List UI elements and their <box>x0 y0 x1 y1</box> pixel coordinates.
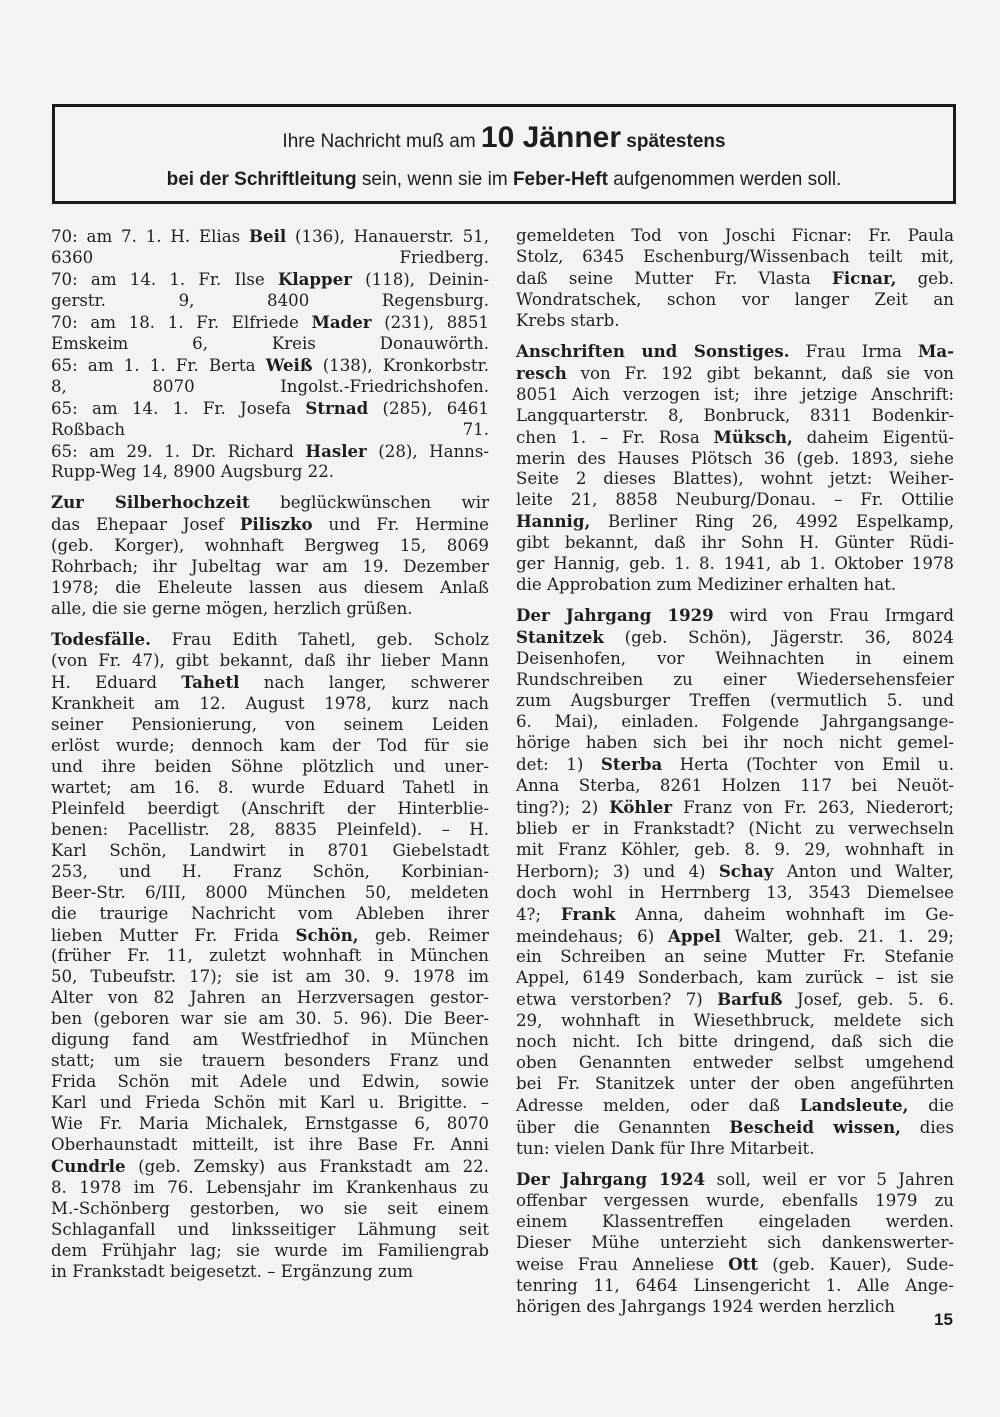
bold-name: Appel <box>668 925 721 946</box>
text-line <box>51 1178 489 1199</box>
text-line <box>516 776 954 797</box>
bold-name: Ficnar, <box>832 267 897 288</box>
text-segment: statt; um sie trauern besonders Franz und <box>51 1051 489 1071</box>
notice-line-2 <box>55 169 953 191</box>
text-line <box>51 377 489 398</box>
text-segment: 65: am 29. 1. Dr. Richard <box>51 441 306 461</box>
text-segment: gemeldeten Tod von Joschi Ficnar: Fr. Paula <box>516 226 954 245</box>
text-segment: tun: vielen Dank für Ihre Mitarbeit. <box>516 1139 815 1159</box>
text-line <box>516 691 954 712</box>
text-segment: 1978; die Eheleute lassen aus diesem Anlaß <box>51 578 489 598</box>
notice-deadline-date: 10 Jänner <box>480 121 622 154</box>
text-segment: Pleinfeld beerdigt (Anschrift der Hinterblie- <box>51 798 489 818</box>
text-segment: (geb. Kauer), Sude- <box>758 1254 954 1274</box>
left-column <box>51 226 489 1283</box>
text-line <box>516 533 954 554</box>
text-line <box>516 449 954 470</box>
text-line <box>516 989 954 1011</box>
text-segment: Langquarterstr. 8, Bonbruck, 8311 Bodenkir- <box>516 405 954 425</box>
text-line <box>51 988 489 1009</box>
bold-name: Tahetl <box>181 672 240 693</box>
text-segment: (28), Hanns- <box>366 441 489 461</box>
bold-name: Hannig, <box>516 511 591 532</box>
text-segment: das Ehepaar Josef <box>51 515 240 535</box>
text-line <box>51 841 489 862</box>
text-segment: doch wohl in Herrnberg 13, 3543 Diemelsee <box>516 882 954 902</box>
text-line <box>51 736 489 757</box>
text-line <box>516 797 954 819</box>
bold-name: Hasler <box>305 440 367 461</box>
text-line <box>51 441 489 463</box>
bold-name: Zur Silberhochzeit <box>51 492 250 513</box>
text-segment: soll, weil er vor 5 Jahren <box>705 1169 954 1189</box>
text-line <box>516 406 954 427</box>
text-line <box>51 715 489 736</box>
text-segment: H. Eduard <box>51 673 182 693</box>
text-segment: ting?); 2) <box>516 797 610 817</box>
text-line <box>516 861 954 883</box>
text-segment: 4?; <box>516 904 561 924</box>
text-line <box>516 926 954 948</box>
text-segment: (285), 6461 <box>368 398 489 418</box>
text-line <box>51 799 489 820</box>
text-segment: gerstr. 9, 8400 Regensburg. <box>51 290 489 310</box>
text-segment: Emskeim 6, Kreis Donauwörth. <box>51 333 489 353</box>
text-segment: (geb. Zemsky) aus Frankstadt am 22. <box>125 1156 489 1176</box>
text-line <box>516 311 954 332</box>
text-segment: ein Schreiben an seine Mutter Fr. Stefanie <box>516 947 954 967</box>
bold-name: resch <box>516 362 567 383</box>
right-column <box>516 226 954 1318</box>
text-segment: 253, und H. Franz Schön, Korbinian- <box>51 861 489 881</box>
text-segment: meindehaus; 6) <box>516 926 669 946</box>
text-line <box>51 578 489 599</box>
text-line <box>51 1220 489 1241</box>
text-line <box>516 1276 954 1297</box>
text-line <box>516 226 954 247</box>
text-line <box>51 355 489 377</box>
text-line <box>51 226 489 248</box>
text-line <box>516 605 954 627</box>
notice-text: Ihre Nachricht muß am <box>282 131 481 152</box>
notice-text: Feber-Heft <box>512 169 608 190</box>
text-segment: wartet; am 16. 8. wurde Eduard Tahetl in <box>51 777 489 797</box>
text-line <box>516 754 954 776</box>
text-line <box>516 712 954 733</box>
text-line <box>51 420 489 441</box>
text-segment: (von Fr. 47), gibt bekannt, daß ihr lieber Mann <box>51 651 489 671</box>
text-line <box>516 904 954 926</box>
text-line <box>51 967 489 988</box>
text-segment: 8051 Aich verzogen ist; ihre jetzige Anschrift: <box>516 384 954 404</box>
text-segment: in Frankstadt beigesetzt. – Ergänzung zum <box>51 1261 414 1281</box>
text-line <box>51 1072 489 1093</box>
text-line <box>51 883 489 904</box>
text-segment: ger Hannig, geb. 1. 8. 1941, ab 1. Oktober 1978 <box>516 554 954 574</box>
text-segment: Berliner Ring 26, 4992 Espelkamp, <box>590 512 954 532</box>
text-segment: Rohrbach; ihr Jubeltag war am 19. Dezember <box>51 557 489 577</box>
text-segment: Adresse melden, oder daß <box>516 1096 800 1116</box>
text-segment: Rundschreiben zu einer Wiedersehensfeier <box>516 670 954 690</box>
text-line <box>51 462 489 483</box>
text-segment: Josef, geb. 5. 6. <box>782 990 955 1010</box>
notice-text: aufgenommen werden soll. <box>607 169 842 190</box>
notice-text: bei der Schriftleitung <box>166 169 357 190</box>
text-segment: (231), 8851 <box>371 312 489 332</box>
text-line <box>51 536 489 557</box>
text-line <box>516 1297 954 1318</box>
text-segment: det: 1) <box>516 754 601 774</box>
text-segment: chen 1. – Fr. Rosa <box>516 427 714 447</box>
text-line <box>516 1053 954 1074</box>
text-line <box>51 694 489 715</box>
text-line <box>51 1051 489 1072</box>
text-segment: Walter, geb. 21. 1. 29; <box>720 926 954 946</box>
text-segment: dem Frühjahr lag; sie wurde im Familiengrab <box>51 1240 489 1260</box>
bold-name: Weiß <box>265 354 313 375</box>
text-line <box>51 599 489 620</box>
bold-name: Beil <box>249 226 287 246</box>
text-line <box>51 946 489 967</box>
text-segment: alle, die sie gerne mögen, herzlich grüßen. <box>51 599 413 619</box>
text-line <box>51 1030 489 1051</box>
text-segment: Franz von Fr. 263, Niederort; <box>672 797 954 817</box>
text-segment: geb. Reimer <box>358 925 489 945</box>
text-segment: beglückwünschen wir <box>249 493 489 513</box>
text-line <box>51 651 489 672</box>
text-segment: 65: am 14. 1. Fr. Josefa <box>51 398 306 418</box>
text-line <box>516 733 954 754</box>
text-segment: Frida Schön mit Adele und Edwin, sowie <box>51 1072 489 1092</box>
birthday-list <box>51 226 489 483</box>
text-line <box>516 1169 954 1191</box>
text-line <box>516 575 954 596</box>
text-line <box>516 511 954 533</box>
text-line <box>516 1011 954 1032</box>
text-segment: 70: am 14. 1. Fr. Ilse <box>51 269 278 289</box>
text-line <box>51 778 489 799</box>
text-line <box>51 629 489 651</box>
text-segment: digung fand am Westfriedhof in München <box>51 1030 489 1050</box>
text-line <box>516 947 954 968</box>
text-segment: ben (geboren war sie am 30. 5. 96). Die Beer- <box>51 1009 489 1029</box>
text-segment: (geb. Korger), wohnhaft Bergweg 15, 8069 <box>51 536 489 556</box>
class-1924-paragraph <box>516 1169 954 1318</box>
text-line <box>51 1135 489 1156</box>
text-segment: Oberhaunstadt mitteilt, ist ihre Base Fr. Anni <box>51 1135 489 1155</box>
text-segment: Deisenhofen, vor Weihnachten in einem <box>516 649 954 669</box>
text-segment: Stolz, 6345 Eschenburg/Wissenbach teilt mit, <box>516 246 954 266</box>
text-segment: bei Fr. Stanitzek unter der oben angeführten <box>516 1074 954 1094</box>
text-segment: Schlaganfall und linksseitiger Lähmung seit <box>51 1219 489 1239</box>
text-segment: Karl Schön, Landwirt in 8701 Giebelstadt <box>51 840 489 860</box>
text-segment: merin des Hauses Plötsch 36 (geb. 1893, siehe <box>516 448 954 468</box>
text-segment: erlöst wurde; dennoch kam der Tod für sie <box>51 735 489 755</box>
text-segment: Krankheit am 12. August 1978, kurz nach <box>51 694 489 714</box>
text-line <box>51 1199 489 1220</box>
text-line <box>516 385 954 406</box>
bold-name: Landsleute, <box>800 1095 909 1116</box>
text-segment: Krebs starb. <box>516 310 620 330</box>
text-segment: und ihre beiden Söhne plötzlich und uner- <box>51 756 489 776</box>
text-segment: Wie Fr. Maria Michalek, Ernstgasse 6, 8070 <box>51 1114 489 1134</box>
text-segment: benen: Pacellistr. 28, 8835 Pleinfeld). – H. <box>51 819 489 839</box>
text-segment: und Fr. Hermine <box>312 515 489 535</box>
text-line <box>516 1117 954 1139</box>
page-number: 15 <box>934 1310 953 1329</box>
text-line <box>51 398 489 420</box>
text-line <box>51 248 489 269</box>
bold-name: Schay <box>718 860 774 881</box>
bold-name: Cundrle <box>51 1155 126 1176</box>
text-segment: 50, Tubeufstr. 17); sie ist am 30. 9. 1978 im <box>51 967 489 987</box>
text-segment: 70: am 7. 1. H. Elias <box>51 227 249 246</box>
text-segment: oben Genannten entweder selbst umgehend <box>516 1053 954 1073</box>
text-segment: gibt bekannt, daß ihr Sohn H. Günter Rüdi- <box>516 533 954 553</box>
text-segment: (früher Fr. 11, zuletzt wohnhaft in München <box>51 946 489 966</box>
text-segment: tenring 11, 6464 Linsengericht 1. Alle Ange- <box>516 1275 954 1295</box>
text-segment: die <box>908 1096 954 1116</box>
text-segment: Anna Sterba, 8261 Holzen 117 bei Neuöt- <box>516 775 954 795</box>
notice-line-1 <box>55 121 953 155</box>
text-line <box>516 1254 954 1276</box>
text-segment: Frau Edith Tahetl, geb. Scholz <box>150 630 489 650</box>
text-line <box>516 649 954 670</box>
bold-name: Anschriften und Sonstiges. <box>516 340 790 361</box>
text-segment: einem Klassentreffen eingeladen werden. <box>516 1211 954 1231</box>
text-segment: Anna, daheim wohnhaft im Ge- <box>615 904 954 924</box>
text-line <box>51 672 489 694</box>
text-segment: 8. 1978 im 76. Lebensjahr im Krankenhaus zu <box>51 1177 489 1197</box>
text-line <box>516 290 954 311</box>
text-segment: wird von Frau Irmgard <box>713 606 954 626</box>
text-segment: blieb er in Frankstadt? (Nicht zu verwechseln <box>516 818 954 838</box>
text-line <box>51 492 489 514</box>
bold-name: Bescheid wissen, <box>729 1117 901 1138</box>
text-line <box>516 1212 954 1233</box>
text-line <box>51 514 489 536</box>
text-line <box>51 1156 489 1178</box>
text-segment: weise Frau Anneliese <box>516 1254 729 1274</box>
text-segment: etwa verstorben? 7) <box>516 990 718 1010</box>
text-line <box>51 862 489 883</box>
text-segment: geb. <box>896 268 954 288</box>
silver-anniversary-paragraph <box>51 492 489 620</box>
text-line <box>51 1114 489 1135</box>
text-segment: daheim Eigentü- <box>792 427 954 447</box>
text-line <box>516 490 954 511</box>
text-line <box>516 1074 954 1095</box>
text-segment: noch nicht. Ich bitte dringend, daß sich die <box>516 1032 954 1052</box>
notice-text: spätestens <box>621 131 726 152</box>
text-line <box>51 312 489 334</box>
text-segment: Rupp-Weg 14, 8900 Augsburg 22. <box>51 462 335 482</box>
text-line <box>51 334 489 355</box>
bold-name: Köhler <box>609 796 673 817</box>
text-line <box>51 1009 489 1030</box>
death-note-continued <box>516 226 954 332</box>
text-line <box>51 269 489 291</box>
text-line <box>51 820 489 841</box>
notice-text: sein, wenn sie im <box>356 169 513 190</box>
text-segment: Frau Irma <box>789 341 918 361</box>
bold-name: Stanitzek <box>516 627 604 648</box>
bold-name: Piliszko <box>239 514 313 535</box>
text-line <box>516 627 954 649</box>
addresses-paragraph <box>516 341 954 596</box>
text-line <box>51 291 489 312</box>
text-line <box>516 1032 954 1053</box>
text-segment: nach langer, schwerer <box>239 673 489 693</box>
text-line <box>516 1095 954 1117</box>
bold-name: Ott <box>728 1253 759 1274</box>
bold-name: Sterba <box>600 753 663 774</box>
text-segment: Karl und Frieda Schön mit Karl u. Brigitte. – <box>51 1093 489 1113</box>
text-segment: seiner Pensionierung, von seinem Leiden <box>51 714 489 734</box>
text-segment: hörige haben sich bei ihr noch nicht gemel- <box>516 732 954 752</box>
text-segment: Anton und Walter, <box>773 861 954 881</box>
text-segment: leite 21, 8858 Neuburg/Donau. – Fr. Ottilie <box>516 490 954 510</box>
text-segment: mit Franz Köhler, geb. 8. 9. 29, wohnhaft in <box>516 839 954 859</box>
bold-name: Der Jahrgang 1929 <box>516 605 714 626</box>
text-line <box>516 1139 954 1160</box>
text-segment: hörigen des Jahrgangs 1924 werden herzlich <box>516 1296 895 1316</box>
text-line <box>51 925 489 947</box>
text-line <box>51 1262 489 1283</box>
text-segment: 8, 8070 Ingolst.-Friedrichshofen. <box>51 376 489 396</box>
text-line <box>516 427 954 449</box>
text-segment: die traurige Nachricht vom Ableben ihrer <box>51 903 489 923</box>
text-segment: Dieser Mühe unterzieht sich dankenswerter- <box>516 1232 954 1252</box>
bold-name: Schön, <box>295 924 359 945</box>
text-line <box>51 757 489 778</box>
text-line <box>51 1241 489 1262</box>
text-segment: daß seine Mutter Fr. Vlasta <box>516 268 833 288</box>
text-segment: Herborn); 3) und 4) <box>516 861 719 881</box>
deaths-paragraph <box>51 629 489 1283</box>
bold-name: Klapper <box>277 268 352 289</box>
text-line <box>516 247 954 268</box>
bold-name: Frank <box>560 903 616 924</box>
text-segment: Seite 2 dieses Blattes), wohnt jetzt: Weiher- <box>516 469 954 489</box>
text-segment: dies <box>900 1118 954 1138</box>
class-1929-paragraph <box>516 605 954 1160</box>
text-segment: zum Augsburger Treffen (vermutlich 5. und <box>516 691 954 711</box>
text-line <box>516 1233 954 1254</box>
text-line <box>516 883 954 904</box>
text-line <box>516 840 954 861</box>
text-line <box>51 904 489 925</box>
text-line <box>516 968 954 989</box>
text-segment: 70: am 18. 1. Fr. Elfriede <box>51 312 312 332</box>
text-segment: Beer-Str. 6/III, 8000 München 50, meldeten <box>51 882 489 902</box>
text-line <box>516 469 954 490</box>
text-segment: M.-Schönberg gestorben, wo sie seit einem <box>51 1198 489 1218</box>
text-segment: Herta (Tochter von Emil u. <box>662 754 954 774</box>
bold-name: Ma- <box>917 340 954 361</box>
text-line <box>51 557 489 578</box>
deadline-notice-box <box>52 104 956 204</box>
text-line <box>516 341 954 363</box>
text-segment: Alter von 82 Jahren an Herzversagen gestor- <box>51 988 489 1008</box>
text-segment: 65: am 1. 1. Fr. Berta <box>51 355 266 375</box>
bold-name: Mader <box>311 311 372 332</box>
text-segment: Roßbach 71. <box>51 419 489 439</box>
text-segment: (138), Kronkorbstr. <box>312 355 489 375</box>
bold-name: Müksch, <box>713 426 793 447</box>
text-segment: lieben Mutter Fr. Frida <box>51 925 296 945</box>
bold-name: Todesfälle. <box>51 629 151 650</box>
text-segment: (geb. Schön), Jägerstr. 36, 8024 <box>603 628 954 648</box>
text-line <box>516 1191 954 1212</box>
text-segment: über die Genannten <box>516 1118 730 1138</box>
text-segment: offenbar vergessen wurde, ebenfalls 1979 zu <box>516 1190 954 1210</box>
text-line <box>516 363 954 385</box>
text-segment: 29, wohnhaft in Wiesethbruck, meldete sich <box>516 1011 954 1031</box>
text-segment: (136), Hanauerstr. 51, <box>286 227 489 246</box>
text-segment: (118), Deinin- <box>351 269 489 289</box>
text-segment: Wondratschek, schon vor langer Zeit an <box>516 289 954 309</box>
text-line <box>516 268 954 290</box>
text-segment: die Approbation zum Mediziner erhalten hat. <box>516 575 897 595</box>
text-segment: von Fr. 192 gibt bekannt, daß sie von <box>566 363 954 383</box>
text-line <box>516 819 954 840</box>
bold-name: Der Jahrgang 1924 <box>516 1168 706 1189</box>
text-segment: 6. Mai), einladen. Folgende Jahrgangsange- <box>516 711 954 731</box>
bold-name: Barfuß <box>717 989 783 1010</box>
bold-name: Strnad <box>305 397 369 418</box>
text-segment: 6360 Friedberg. <box>51 247 489 267</box>
text-line <box>516 554 954 575</box>
text-segment: Appel, 6149 Sonderbach, kam zurück – ist sie <box>516 968 954 988</box>
text-line <box>516 670 954 691</box>
text-line <box>51 1093 489 1114</box>
